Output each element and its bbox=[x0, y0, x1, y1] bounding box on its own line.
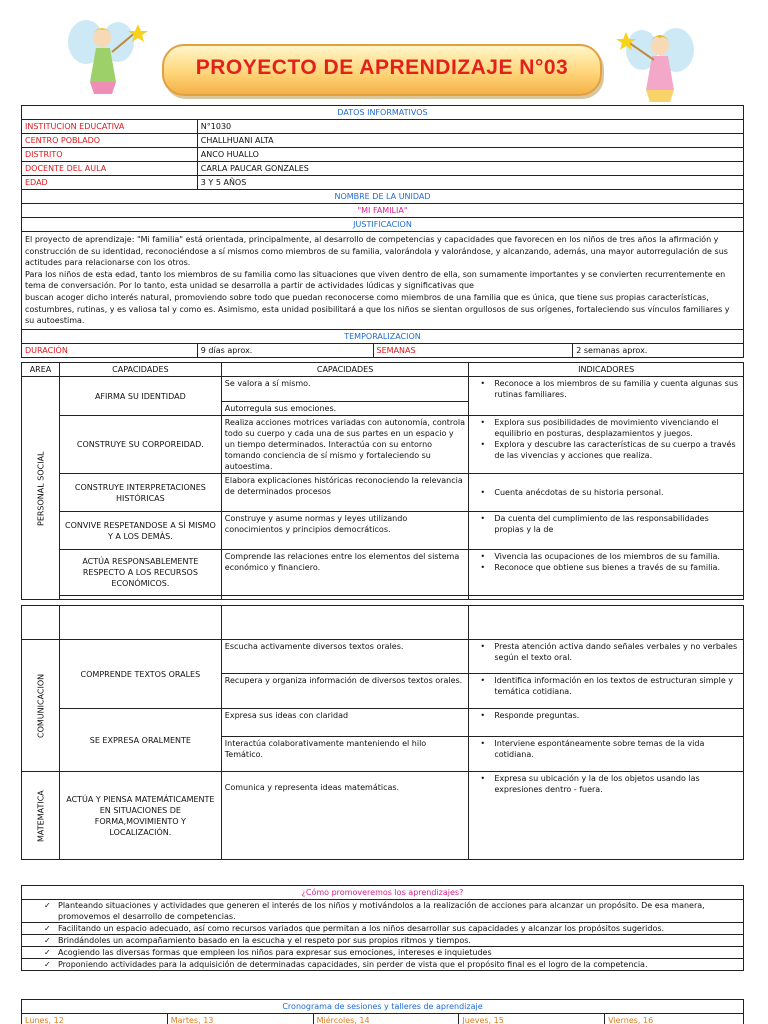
day-header: Lunes, 12 bbox=[22, 1014, 168, 1024]
competencia-name: CONSTRUYE SU CORPOREIDAD. bbox=[59, 416, 221, 474]
cronograma-days-row bbox=[22, 1014, 744, 1024]
promover-list bbox=[22, 900, 744, 971]
header-indicadores: INDICADORES bbox=[469, 363, 744, 377]
indicadores-cell bbox=[469, 772, 744, 860]
justificacion-title: JUSTIFICACION bbox=[22, 218, 744, 232]
temporalizacion-title: TEMPORALIZACION bbox=[22, 329, 744, 343]
comunicacion-table bbox=[21, 605, 744, 860]
indicador-item: • Vivencia las ocupaciones de los miembros de su familia. bbox=[472, 551, 740, 562]
justificacion-paragraph: buscan acoger dicho interés natural, promoviendo sobre todo que puedan reconocerse como miembros de una familia que es única, que tiene sus propias características, costumbres, rutinas, y es valiosa tal y como es. Asimismo, esta unidad posibilitará a que los niños se sientan orgullosos de sus orígenes, fortaleciendo sus vínculos familiares y su autoestima. bbox=[25, 292, 730, 326]
datos-row bbox=[22, 148, 744, 162]
promover-item: ✓ Facilitando un espacio adecuado, así como recursos variados que permitan a los niños desarrollar sus capacidades y alcanzar los propósitos sugeridos. bbox=[22, 923, 743, 935]
indicador-item: • Interviene espontáneamente sobre temas de la vida cotidiana. bbox=[472, 738, 740, 760]
blank-header-row bbox=[22, 606, 744, 640]
capacidad-cell: Recupera y organiza información de diversos textos orales. bbox=[221, 674, 469, 709]
day-header: Miércoles, 14 bbox=[313, 1014, 459, 1024]
capacidad-cell: Autorregula sus emociones. bbox=[221, 402, 469, 416]
duracion-label: DURACIÓN bbox=[22, 343, 198, 357]
promover-item: ✓ Brindándoles un acompañamiento basado en la escucha y el respeto por sus propios ritmos y tiempos. bbox=[22, 935, 743, 947]
promover-item: ✓ Proponiendo actividades para la adquisición de determinadas capacidades, sin perder de vista que el propósito final es el logro de la competencia. bbox=[22, 959, 743, 970]
indicador-item: • Presta atención activa dando señales verbales y no verbales según el texto oral. bbox=[472, 641, 740, 663]
datos-value: CHALLHUANI ALTA bbox=[197, 134, 743, 148]
competencias-table bbox=[21, 362, 744, 600]
datos-row bbox=[22, 176, 744, 190]
capacidad-cell: Escucha activamente diversos textos orales. bbox=[221, 640, 469, 674]
datos-section-title: DATOS INFORMATIVOS bbox=[22, 106, 744, 120]
page-title: PROYECTO DE APRENDIZAJE N°03 bbox=[195, 56, 569, 79]
fairy-left-illustration bbox=[56, 12, 156, 102]
indicador-item: • Explora y descubre las características de su cuerpo a través de las vivencias y acciones que realiza. bbox=[472, 439, 740, 461]
datos-row bbox=[22, 134, 744, 148]
promover-item: ✓ Acogiendo las diversas formas que empleen los niños para expresar sus emociones, intereses e inquietudes bbox=[22, 947, 743, 959]
justificacion-text bbox=[22, 232, 744, 330]
indicadores-cell bbox=[469, 512, 744, 550]
day-header: Martes, 13 bbox=[167, 1014, 313, 1024]
cronograma-table bbox=[21, 999, 744, 1024]
capacidad-text: Comunica y representa ideas matemáticas. bbox=[224, 783, 400, 792]
datos-row bbox=[22, 162, 744, 176]
datos-value: 3 Y 5 AÑOS bbox=[197, 176, 743, 190]
datos-value: N°1030 bbox=[197, 120, 743, 134]
capacidad-cell: Construye y asume normas y leyes utilizando conocimientos y principios democráticos. bbox=[221, 512, 469, 550]
competencia-name: AFIRMA SU IDENTIDAD bbox=[59, 377, 221, 416]
capacidad-cell: Comprende las relaciones entre los elementos del sistema económico y financiero. bbox=[221, 550, 469, 596]
datos-informativos-table bbox=[21, 105, 744, 358]
unidad-name: "MI FAMILIA" bbox=[22, 204, 744, 218]
indicador-item: • Responde preguntas. bbox=[472, 710, 740, 721]
area-matematica: MATEMATICA bbox=[22, 772, 60, 860]
semanas-label: SEMANAS bbox=[373, 343, 573, 357]
day-header: Jueves, 15 bbox=[459, 1014, 605, 1024]
datos-label: DISTRITO bbox=[22, 148, 198, 162]
indicadores-cell bbox=[469, 674, 744, 709]
promover-table bbox=[21, 885, 744, 971]
promover-item: ✓ Planteando situaciones y actividades que generen el interés de los niños y motivándolos a la realización de acciones para alcanzar un propósito. De esa manera, promovemos el desarrollo de competencias. bbox=[22, 900, 743, 923]
day-header: Viernes, 16 bbox=[605, 1014, 744, 1024]
cronograma-title: Cronograma de sesiones y talleres de aprendizaje bbox=[22, 1000, 744, 1014]
competencia-name: ACTÚA Y PIENSA MATEMÁTICAMENTE EN SITUACIONES DE FORMA,MOVIMIENTO Y LOCALIZACIÓN. bbox=[59, 772, 221, 860]
datos-label: EDAD bbox=[22, 176, 198, 190]
title-banner bbox=[162, 44, 602, 96]
indicadores-cell bbox=[469, 550, 744, 596]
indicador-item: • Reconoce a los miembros de su familia y cuenta algunas sus rutinas familiares. bbox=[472, 378, 740, 400]
temporalizacion-row bbox=[22, 343, 744, 357]
competencia-name: SE EXPRESA ORALMENTE bbox=[59, 709, 221, 772]
competencias-header-row bbox=[22, 363, 744, 377]
area-personal-social: PERSONAL SOCIAL bbox=[22, 377, 60, 600]
datos-value: ANCO HUALLO bbox=[197, 148, 743, 162]
capacidad-cell: Realiza acciones motrices variadas con autonomía, controla todo su cuerpo y cada una de sus partes en un espacio y un tiempo determinados. Interactúa con su entorno tomando conciencia de sí mismo y fortaleciendo su autoestima. bbox=[221, 416, 469, 474]
header-capacidades: CAPACIDADES bbox=[59, 363, 221, 377]
indicadores-cell bbox=[469, 640, 744, 674]
indicadores-cell bbox=[469, 416, 744, 474]
header-capacidades: CAPACIDADES bbox=[221, 363, 469, 377]
header-area: AREA bbox=[22, 363, 60, 377]
semanas-value: 2 semanas aprox. bbox=[573, 343, 744, 357]
datos-value: CARLA PAUCAR GONZALES bbox=[197, 162, 743, 176]
duracion-value: 9 días aprox. bbox=[197, 343, 373, 357]
indicador-item: • Cuenta anécdotas de su historia personal. bbox=[472, 487, 740, 498]
promover-title: ¿Cómo promoveremos los aprendizajes? bbox=[22, 886, 744, 900]
datos-label: CENTRO POBLADO bbox=[22, 134, 198, 148]
datos-label: DOCENTE DEL AULA bbox=[22, 162, 198, 176]
competencia-name: CONSTRUYE INTERPRETACIONES HISTÓRICAS bbox=[59, 474, 221, 512]
justificacion-paragraph: El proyecto de aprendizaje: "Mi familia" está orientada, principalmente, al desarrollo de competencias y capacidades que favorecen en los niños de tres años la afirmación y construcción de su identidad, reconociéndose a sí mismos como miembros de su familia, valorándola y valorándose, y alcanzando, además, una mayor autorregulación de sus actitudes para relacionarse con los otros. bbox=[25, 235, 728, 268]
indicadores-cell bbox=[469, 377, 744, 416]
datos-label: INSTITUCION EDUCATIVA bbox=[22, 120, 198, 134]
competencia-name: CONVIVE RESPETANDOSE A SÍ MISMO Y A LOS DEMÁS. bbox=[59, 512, 221, 550]
capacidad-cell: Elabora explicaciones históricas reconociendo la relevancia de determinados procesos bbox=[221, 474, 469, 512]
indicadores-cell bbox=[469, 474, 744, 512]
capacidad-cell: Interactúa colaborativamente manteniendo el hilo Temático. bbox=[221, 737, 469, 772]
indicadores-cell bbox=[469, 709, 744, 737]
indicador-item: • Da cuenta del cumplimiento de las responsabilidades propias y la de bbox=[472, 513, 740, 535]
indicador-item: • Reconoce que obtiene sus bienes a través de su familia. bbox=[472, 562, 740, 573]
capacidad-cell: Se valora a sí mismo. bbox=[221, 377, 469, 402]
unidad-title: NOMBRE DE LA UNIDAD bbox=[22, 190, 744, 204]
capacidad-cell: Expresa sus ideas con claridad bbox=[221, 709, 469, 737]
indicadores-cell bbox=[469, 737, 744, 772]
competencia-name: COMPRENDE TEXTOS ORALES bbox=[59, 640, 221, 709]
indicador-item: • Expresa su ubicación y la de los objetos usando las expresiones dentro - fuera. bbox=[472, 773, 740, 795]
datos-row bbox=[22, 120, 744, 134]
capacidad-cell bbox=[221, 772, 469, 860]
indicador-item: • Explora sus posibilidades de movimiento vivenciando el equilibrio en posturas, desplazamientos y juegos. bbox=[472, 417, 740, 439]
competencia-name: ACTÚA RESPONSABLEMENTE RESPECTO A LOS RECURSOS ECONÓMICOS. bbox=[59, 550, 221, 596]
fairy-right-illustration bbox=[608, 20, 708, 110]
justificacion-paragraph: Para los niños de esta edad, tanto los miembros de su familia como las situaciones que viven dentro de ella, son sumamente importantes y se convierten recurrentemente en tema de conversación. Por lo tanto, esta unidad se desarrolla a partir de actividades lúdicas y significativas que bbox=[25, 269, 726, 291]
indicador-item: • Identifica información en los textos de estructuran simple y temática cotidiana. bbox=[472, 675, 740, 697]
area-comunicacion: COMUNICACION bbox=[22, 640, 60, 772]
